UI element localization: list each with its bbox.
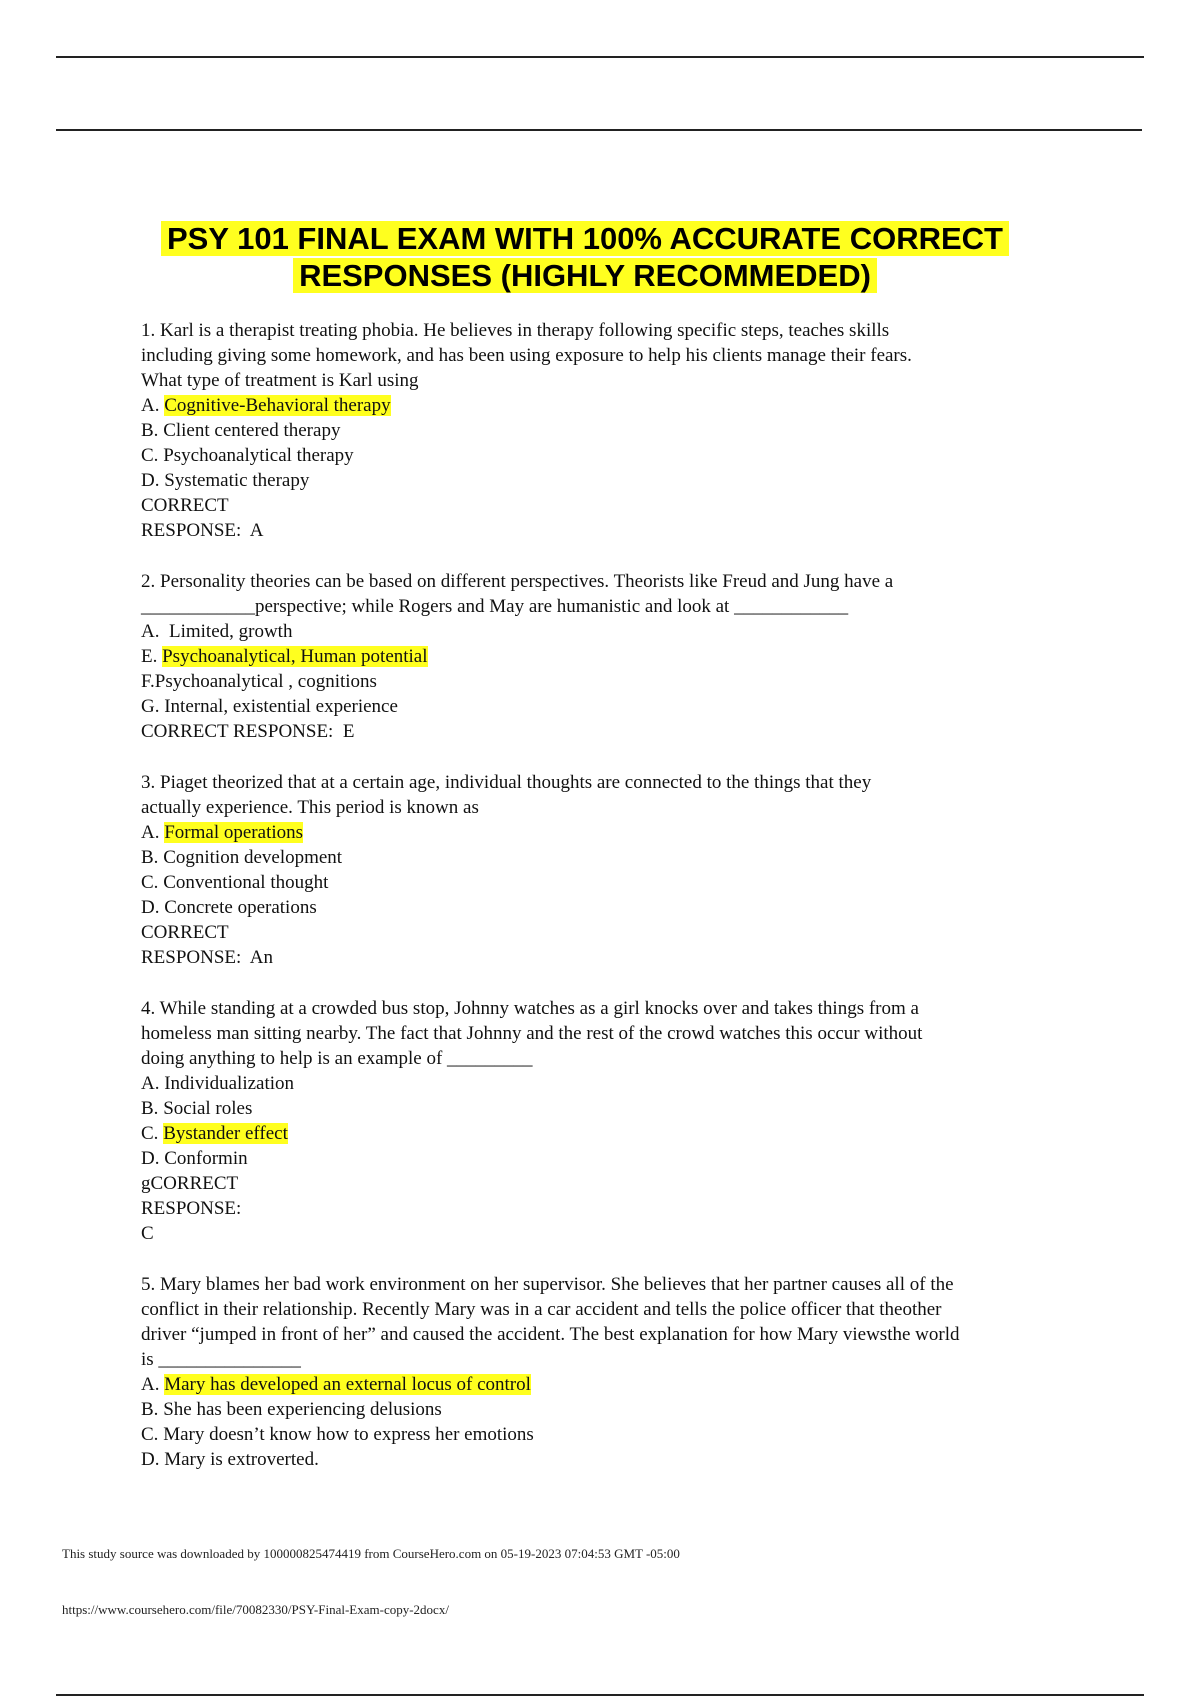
answer-option <box>141 1422 1061 1447</box>
option-letter: B. <box>141 1098 164 1119</box>
answer-option <box>141 393 1061 418</box>
option-letter: G. <box>141 696 165 717</box>
question-text-line: driver “jumped in front of her” and caused the accident. The best explanation for how Mary viewsthe world <box>141 1324 960 1345</box>
correct-response-line: RESPONSE: <box>141 1198 242 1219</box>
question-text-line: 4. While standing at a crowded bus stop, Johnny watches as a girl knocks over and takes things from a <box>141 998 919 1019</box>
question-text-line: actually experience. This period is known as <box>141 797 479 818</box>
option-text: Conventional thought <box>163 872 329 893</box>
answer-option <box>141 1447 1061 1472</box>
top-rule-1 <box>56 56 1144 58</box>
answer-option <box>141 820 1061 845</box>
answer-option <box>141 644 1061 669</box>
option-text: Conformin <box>164 1148 248 1169</box>
option-text: Mary doesn’t know how to express her emotions <box>163 1424 534 1445</box>
option-letter: A. <box>141 395 165 416</box>
question-text-line: including giving some homework, and has been using exposure to help his clients manage their fears. <box>141 345 912 366</box>
answer-option <box>141 895 1061 920</box>
option-text: Client centered therapy <box>163 420 341 441</box>
answer-option <box>141 845 1061 870</box>
document-title <box>0 220 1170 294</box>
option-letter: D. <box>141 470 165 491</box>
option-letter: C. <box>141 1424 164 1445</box>
correct-response-line: CORRECT <box>141 922 229 943</box>
option-letter: F. <box>141 671 155 692</box>
option-letter: B. <box>141 847 164 868</box>
option-text: Internal, existential experience <box>164 696 398 717</box>
question-block <box>141 770 1061 970</box>
option-text: Cognition development <box>163 847 343 868</box>
download-notice: This study source was downloaded by 100000825474419 from CourseHero.com on 05-19-2023 07:04:53 GMT -05:00 <box>62 1546 680 1561</box>
option-letter: D. <box>141 1449 165 1470</box>
option-letter: A. <box>141 822 165 843</box>
answer-option <box>141 619 1061 644</box>
question-text-line: ____________perspective; while Rogers and May are humanistic and look at ____________ <box>141 596 849 617</box>
option-letter: B. <box>141 1399 164 1420</box>
question-text-line: 3. Piaget theorized that at a certain age, individual thoughts are connected to the things that they <box>141 772 872 793</box>
highlighted-answer: Bystander effect <box>163 1123 288 1144</box>
correct-response-line: RESPONSE: An <box>141 947 273 968</box>
question-block <box>141 1272 1061 1472</box>
option-letter: A. <box>141 621 169 642</box>
question-text-line: 5. Mary blames her bad work environment on her supervisor. She believes that her partner causes all of the <box>141 1274 954 1295</box>
question-block <box>141 318 1061 543</box>
answer-option <box>141 1096 1061 1121</box>
option-letter: A. <box>141 1374 165 1395</box>
question-text-line: What type of treatment is Karl using <box>141 370 419 391</box>
option-letter: D. <box>141 897 165 918</box>
question-text-line: 2. Personality theories can be based on different perspectives. Theorists like Freud and Jung have a <box>141 571 894 592</box>
answer-option <box>141 1372 1061 1397</box>
question-text-line: 1. Karl is a therapist treating phobia. He believes in therapy following specific steps, teaches skills <box>141 320 890 341</box>
top-rule-2 <box>56 129 1142 131</box>
answer-option <box>141 1071 1061 1096</box>
option-letter: C. <box>141 445 164 466</box>
option-letter: E. <box>141 646 163 667</box>
correct-response-line: C <box>141 1223 154 1244</box>
option-text: She has been experiencing delusions <box>163 1399 442 1420</box>
highlighted-answer: Formal operations <box>164 822 304 843</box>
correct-response-line: RESPONSE: A <box>141 520 264 541</box>
option-letter: A. <box>141 1073 165 1094</box>
bottom-rule <box>56 1694 1144 1696</box>
answer-option <box>141 418 1061 443</box>
question-text-line: homeless man sitting nearby. The fact that Johnny and the rest of the crowd watches this occur without <box>141 1023 923 1044</box>
question-text-line: is _______________ <box>141 1349 301 1370</box>
title-line-1: PSY 101 FINAL EXAM WITH 100% ACCURATE CORRECT <box>161 221 1009 256</box>
source-url-link[interactable]: https://www.coursehero.com/file/70082330/PSY-Final-Exam-copy-2docx/ <box>62 1602 449 1617</box>
option-text: Limited, growth <box>168 621 293 642</box>
option-text: Psychoanalytical therapy <box>163 445 354 466</box>
correct-response-line: gCORRECT <box>141 1173 239 1194</box>
option-letter: C. <box>141 1123 164 1144</box>
answer-option <box>141 669 1061 694</box>
answer-option <box>141 694 1061 719</box>
option-text: Individualization <box>164 1073 295 1094</box>
answer-option <box>141 1121 1061 1146</box>
answer-option <box>141 443 1061 468</box>
highlighted-answer: Cognitive-Behavioral therapy <box>164 395 391 416</box>
question-text-line: doing anything to help is an example of _________ <box>141 1048 533 1069</box>
option-letter: C. <box>141 872 164 893</box>
answer-option <box>141 1146 1061 1171</box>
question-block <box>141 996 1061 1246</box>
question-list <box>141 318 1061 1498</box>
option-text: Systematic therapy <box>164 470 310 491</box>
option-text: Psychoanalytical , cognitions <box>154 671 377 692</box>
option-text: Social roles <box>163 1098 253 1119</box>
highlighted-answer: Mary has developed an external locus of control <box>164 1374 531 1395</box>
answer-option <box>141 1397 1061 1422</box>
option-text: Mary is extroverted. <box>164 1449 319 1470</box>
question-block <box>141 569 1061 744</box>
highlighted-answer: Psychoanalytical, Human potential <box>162 646 428 667</box>
answer-option <box>141 870 1061 895</box>
correct-response-line: CORRECT <box>141 495 229 516</box>
question-text-line: conflict in their relationship. Recently Mary was in a car accident and tells the police officer that theother <box>141 1299 942 1320</box>
option-letter: B. <box>141 420 164 441</box>
option-letter: D. <box>141 1148 165 1169</box>
answer-option <box>141 468 1061 493</box>
option-text: Concrete operations <box>164 897 317 918</box>
correct-response-line: CORRECT RESPONSE: E <box>141 721 355 742</box>
title-line-2: RESPONSES (HIGHLY RECOMMEDED) <box>293 258 877 293</box>
